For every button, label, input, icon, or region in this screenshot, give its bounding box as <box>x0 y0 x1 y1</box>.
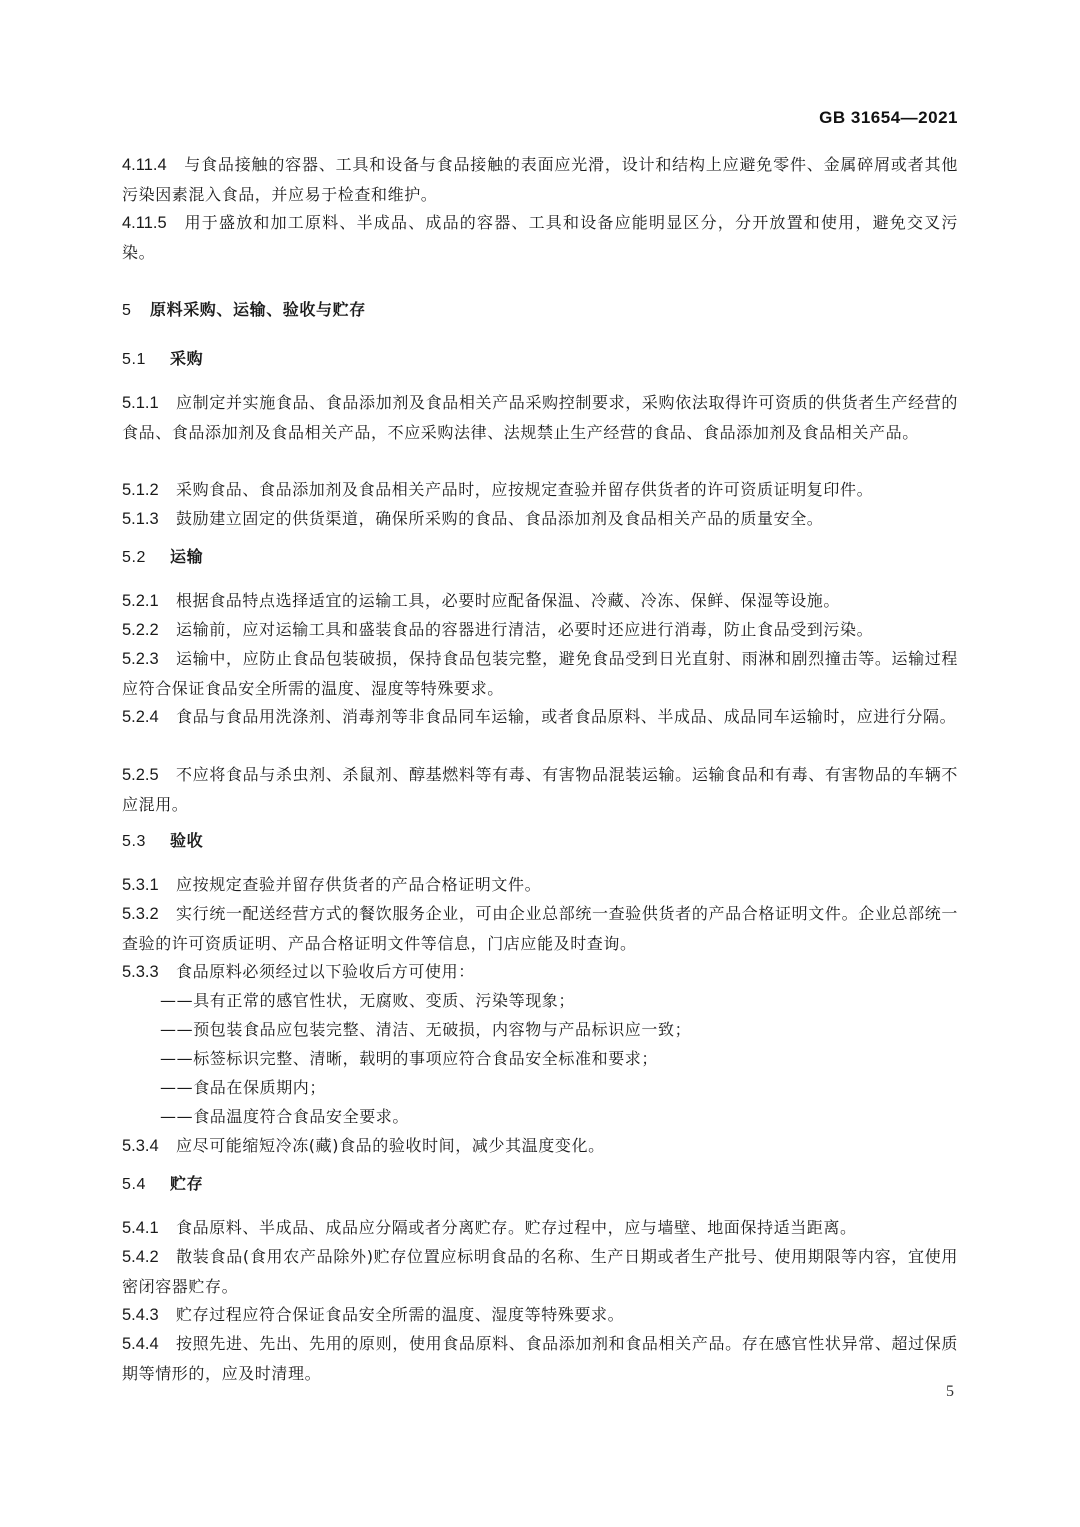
clause-number: 5.3.1 <box>122 876 159 894</box>
clause-text: 应制定并实施食品、食品添加剂及食品相关产品采购控制要求，采购依法取得许可资质的供货者生产经营的食品、食品添加剂及食品相关产品，不应采购法律、法规禁止生产经营的食品、食品添加剂及食品相关产品。 <box>122 393 958 442</box>
section-5-1-heading <box>122 344 958 374</box>
section-number: 5.4 <box>122 1176 147 1193</box>
clause-text: 不应将食品与杀虫剂、杀鼠剂、醇基燃料等有毒、有害物品混装运输。运输食品和有毒、有害物品的车辆不应混用。 <box>122 765 958 814</box>
chapter-5-heading <box>122 295 958 325</box>
clause-number: 5.4.3 <box>122 1306 159 1324</box>
clause-5-2-2 <box>122 615 958 645</box>
clause-number: 5.1.1 <box>122 394 159 412</box>
chapter-title: 原料采购、运输、验收与贮存 <box>150 300 366 319</box>
clause-5-4-2 <box>122 1242 958 1301</box>
list-item: ——食品在保质期内； <box>160 1078 327 1097</box>
clause-text: 应尽可能缩短冷冻(藏)食品的验收时间，减少其温度变化。 <box>176 1136 605 1155</box>
clause-number: 5.2.3 <box>122 650 159 668</box>
clause-5-2-5 <box>122 760 958 819</box>
clause-5-2-4 <box>122 702 958 732</box>
list-item: ——标签标识完整、清晰，载明的事项应符合食品安全标准和要求； <box>160 1049 659 1068</box>
clause-text: 食品与食品用洗涤剂、消毒剂等非食品同车运输，或者食品原料、半成品、成品同车运输时，应进行分隔。 <box>176 707 957 726</box>
clause-number: 5.4.2 <box>122 1248 159 1266</box>
clause-5-3-3 <box>122 957 958 987</box>
clause-5-3-2 <box>122 899 958 958</box>
section-title: 采购 <box>170 349 204 368</box>
clause-number: 5.2.2 <box>122 621 159 639</box>
clause-5-2-3 <box>122 644 958 703</box>
clause-number: 5.3.4 <box>122 1137 159 1155</box>
clause-5-4-3 <box>122 1300 958 1330</box>
list-item: ——食品温度符合食品安全要求。 <box>160 1107 410 1126</box>
clause-text: 用于盛放和加工原料、半成品、成品的容器、工具和设备应能明显区分，分开放置和使用，避免交叉污染。 <box>122 213 958 262</box>
clause-text: 运输前，应对运输工具和盛装食品的容器进行清洁，必要时还应进行消毒，防止食品受到污染。 <box>176 620 874 639</box>
clause-text: 根据食品特点选择适宜的运输工具，必要时应配备保温、冷藏、冷冻、保鲜、保湿等设施。 <box>176 591 841 610</box>
standard-code: GB 31654—2021 <box>819 108 958 127</box>
clause-5-1-2 <box>122 475 958 505</box>
section-5-3-heading <box>122 826 958 856</box>
clause-text: 实行统一配送经营方式的餐饮服务企业，可由企业总部统一查验供货者的产品合格证明文件。企业总部统一查验的许可资质证明、产品合格证明文件等信息，门店应能及时查询。 <box>122 904 958 953</box>
clause-text: 贮存过程应符合保证食品安全所需的温度、湿度等特殊要求。 <box>176 1305 625 1324</box>
clause-text: 食品原料、半成品、成品应分隔或者分离贮存。贮存过程中，应与墙壁、地面保持适当距离。 <box>176 1218 857 1237</box>
clause-number: 5.1.2 <box>122 481 159 499</box>
section-5-2-heading <box>122 542 958 572</box>
section-title: 运输 <box>170 547 204 566</box>
section-number: 5.3 <box>122 833 147 850</box>
clause-text: 鼓励建立固定的供货渠道，确保所采购的食品、食品添加剂及食品相关产品的质量安全。 <box>176 509 824 528</box>
page-number: 5 <box>946 1383 954 1400</box>
clause-5-1-3 <box>122 504 958 534</box>
clause-number: 4.11.5 <box>122 214 167 232</box>
clause-number: 5.3.2 <box>122 905 159 923</box>
clause-4-11-5 <box>122 208 958 267</box>
clause-text: 与食品接触的容器、工具和设备与食品接触的表面应光滑，设计和结构上应避免零件、金属碎屑或者其他污染因素混入食品，并应易于检查和维护。 <box>122 155 958 204</box>
section-number: 5.2 <box>122 549 147 566</box>
clause-text: 散装食品(食用农产品除外)贮存位置应标明食品的名称、生产日期或者生产批号、使用期限等内容，宜使用密闭容器贮存。 <box>122 1247 958 1296</box>
section-number: 5.1 <box>122 351 147 368</box>
clause-5-4-4 <box>122 1329 958 1388</box>
clause-text: 食品原料必须经过以下验收后方可使用： <box>176 962 475 981</box>
list-item: ——具有正常的感官性状，无腐败、变质、污染等现象； <box>160 991 576 1010</box>
clause-number: 5.4.1 <box>122 1219 159 1237</box>
clause-number: 4.11.4 <box>122 156 167 174</box>
chapter-number: 5 <box>122 302 132 319</box>
clause-number: 5.2.1 <box>122 592 159 610</box>
clause-number: 5.3.3 <box>122 963 159 981</box>
clause-text: 运输中，应防止食品包装破损，保持食品包装完整，避免食品受到日光直射、雨淋和剧烈撞击等。运输过程应符合保证食品安全所需的温度、湿度等特殊要求。 <box>122 649 958 698</box>
clause-5-4-1 <box>122 1213 958 1243</box>
clause-number: 5.4.4 <box>122 1335 159 1353</box>
clause-5-3-4 <box>122 1131 958 1161</box>
clause-number: 5.1.3 <box>122 510 159 528</box>
list-item: ——预包装食品应包装完整、清洁、无破损，内容物与产品标识应一致； <box>160 1020 692 1039</box>
clause-number: 5.2.4 <box>122 708 159 726</box>
clause-text: 采购食品、食品添加剂及食品相关产品时，应按规定查验并留存供货者的许可资质证明复印件。 <box>176 480 874 499</box>
section-title: 验收 <box>170 831 204 850</box>
clause-number: 5.2.5 <box>122 766 159 784</box>
clause-5-3-1 <box>122 870 958 900</box>
section-title: 贮存 <box>170 1174 204 1193</box>
clause-5-1-1 <box>122 388 958 447</box>
clause-4-11-4 <box>122 150 958 209</box>
clause-text: 按照先进、先出、先用的原则，使用食品原料、食品添加剂和食品相关产品。存在感官性状异常、超过保质期等情形的，应及时清理。 <box>122 1334 958 1383</box>
clause-text: 应按规定查验并留存供货者的产品合格证明文件。 <box>176 875 542 894</box>
section-5-4-heading <box>122 1169 958 1199</box>
clause-5-2-1 <box>122 586 958 616</box>
acceptance-list <box>122 986 958 1131</box>
